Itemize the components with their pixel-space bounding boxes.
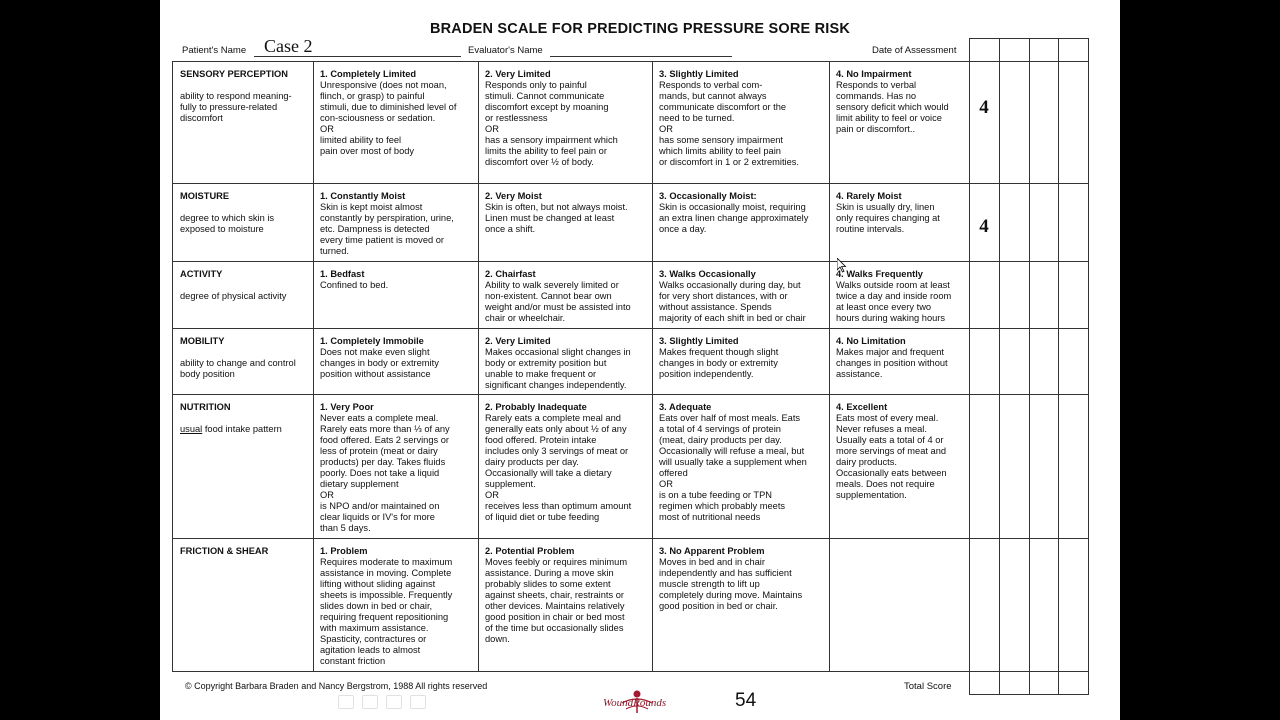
level-cell [485, 69, 649, 168]
level-cell [320, 269, 475, 291]
category-description: ability to change and control body position [180, 358, 296, 379]
pointer-cursor-icon [837, 258, 847, 278]
table-row-divider [172, 183, 1089, 184]
patient-name-label: Patient's Name [182, 45, 247, 56]
level-cell [659, 69, 826, 168]
table-row-divider [172, 538, 1089, 539]
table-row-divider [172, 394, 1089, 395]
level-title: 3. Adequate [659, 402, 712, 412]
level-cell [836, 191, 966, 235]
category-cell [180, 69, 312, 124]
level-cell [485, 546, 649, 645]
level-description: Does not make even slight changes in body or extremity position without assistance [320, 347, 439, 379]
level-title: 1. Constantly Moist [320, 191, 406, 201]
level-title: 2. Very Moist [485, 191, 542, 201]
level-title: 3. Slightly Limited [659, 336, 739, 346]
category-name: FRICTION & SHEAR [180, 546, 269, 556]
score-column-divider [969, 38, 970, 695]
level-cell [485, 336, 649, 391]
score-column-divider [1058, 38, 1059, 695]
level-title: 1. Problem [320, 546, 368, 556]
level-cell [320, 336, 475, 380]
copyright-text: © Copyright Barbara Braden and Nancy Bergstrom, 1988 All rights reserved [185, 681, 488, 691]
level-description: Skin is kept moist almost constantly by perspiration, urine, etc. Dampness is detected every time patient is moved or turned. [320, 202, 454, 256]
category-description: ability to respond meaning- fully to pressure-related discomfort [180, 91, 292, 123]
level-description: Skin is occasionally moist, requiring an extra linen change approximately once a day. [659, 202, 809, 234]
level-description: Never eats a complete meal. Rarely eats more than ⅓ of any food offered. Eats 2 servings or less of protein (meat or dairy products) per day. Takes fluids poorly. Does not take a liquid dietary supplement OR is NPO and/or maintained on clear liquids or IV's for more than 5 days. [320, 413, 450, 533]
score-column-divider [1029, 38, 1030, 695]
level-title: 4. No Limitation [836, 336, 906, 346]
category-description: usual food intake pattern [180, 424, 282, 434]
level-title: 2. Chairfast [485, 269, 536, 279]
slide-controls[interactable] [338, 695, 434, 711]
category-cell [180, 402, 312, 435]
level-title: 4. No Impairment [836, 69, 912, 79]
category-name: SENSORY PERCEPTION [180, 69, 288, 79]
table-left-border [172, 61, 173, 672]
level-description: Eats over half of most meals. Eats a total of 4 servings of protein (meat, dairy products per day. Occasionally will refuse a meal, but will usually take a supplement when offered OR is on a tube feeding or TPN regimen which probably meets most of nutritional needs [659, 413, 807, 522]
score-value: 4 [979, 216, 989, 237]
category-cell [180, 191, 312, 235]
category-description: degree to which skin is exposed to moisture [180, 213, 275, 234]
level-cell [836, 69, 966, 135]
level-cell [320, 191, 475, 257]
level-cell [320, 69, 475, 157]
level-cell [485, 402, 649, 523]
level-cell [659, 336, 826, 380]
evaluator-name-underline [550, 46, 732, 57]
level-description: Eats most of every meal. Never refuses a meal. Usually eats a total of 4 or more servings of meat and dairy products. Occasionally eats between meals. Does not require supplementation. [836, 413, 947, 500]
table-row-divider [172, 671, 1089, 672]
level-title: 1. Completely Limited [320, 69, 417, 79]
level-description: Walks outside room at least twice a day and inside room at least once every two hours during waking hours [836, 280, 952, 323]
level-title: 4. Rarely Moist [836, 191, 902, 201]
category-cell [180, 269, 312, 302]
level-description: Ability to walk severely limited or non-existent. Cannot bear own weight and/or must be assisted into chair or wheelchair. [485, 280, 631, 323]
table-row-divider [172, 328, 1089, 329]
page-title: BRADEN SCALE FOR PREDICTING PRESSURE SORE RISK [429, 21, 851, 37]
category-description: degree of physical activity [180, 291, 287, 301]
level-description: Responds to verbal commands. Has no sensory deficit which would limit ability to feel or voice pain or discomfort.. [836, 80, 949, 134]
category-name: MOBILITY [180, 336, 225, 346]
total-score-label: Total Score [904, 681, 952, 692]
category-cell [180, 336, 312, 380]
level-cell [659, 402, 826, 523]
level-title: 2. Very Limited [485, 336, 551, 346]
level-title: 3. Walks Occasionally [659, 269, 756, 279]
previous-slide-icon[interactable] [338, 695, 354, 709]
level-title: 4. Excellent [836, 402, 888, 412]
level-title: 3. Slightly Limited [659, 69, 739, 79]
level-cell [485, 269, 649, 324]
level-description: Walks occasionally during day, but for very short distances, with or without assistance. Spends majority of each shift in bed or chair [659, 280, 806, 323]
category-name: MOISTURE [180, 191, 230, 201]
level-description: Unresponsive (does not moan, flinch, or grasp) to painful stimuli, due to diminished level of con-sciousness or sedation. OR limited ability to feel pain over most of body [320, 80, 457, 156]
score-column-divider [1088, 38, 1089, 695]
category-name: NUTRITION [180, 402, 231, 412]
score-column-divider [999, 38, 1000, 695]
level-description: Makes frequent though slight changes in body or extremity position independently. [659, 347, 779, 379]
level-description: Makes occasional slight changes in body or extremity position but unable to make frequent or significant changes independently. [485, 347, 631, 390]
level-cell [659, 546, 826, 612]
patient-name-value: Case 2 [264, 36, 313, 56]
pen-icon[interactable] [362, 695, 378, 709]
braden-scale-document [160, 0, 1120, 720]
table-column-divider [652, 61, 653, 672]
level-title: 4. Walks Frequently [836, 269, 923, 279]
level-title: 2. Probably Inadequate [485, 402, 587, 412]
category-cell [180, 546, 312, 568]
level-description: Moves in bed and in chair independently and has sufficient muscle strength to lift up completely during move. Maintains good position in bed or chair. [659, 557, 803, 611]
level-cell [485, 191, 649, 235]
level-title: 3. No Apparent Problem [659, 546, 765, 556]
level-title: 2. Potential Problem [485, 546, 575, 556]
level-description: Skin is often, but not always moist. Linen must be changed at least once a shift. [485, 202, 628, 234]
menu-icon[interactable] [386, 695, 402, 709]
wound-rounds-logo-text: WoundRounds [603, 697, 667, 709]
level-cell [320, 402, 475, 534]
table-column-divider [478, 61, 479, 672]
level-cell [320, 546, 475, 667]
evaluator-name-label: Evaluator's Name [468, 45, 543, 56]
level-description: Makes major and frequent changes in position without assistance. [836, 347, 948, 379]
table-column-divider [313, 61, 314, 672]
date-of-assessment-label: Date of Assessment [872, 45, 957, 56]
level-description: Rarely eats a complete meal and generally eats only about ½ of any food offered. Protein intake includes only 3 servings of meat or dairy products per day. Occasionally will take a dietary supplement. OR receives less than optimum amount of liquid diet or tube feeding [485, 413, 632, 522]
level-title: 1. Completely Immobile [320, 336, 424, 346]
level-cell [659, 269, 826, 324]
page-number: 54 [735, 690, 757, 711]
table-column-divider [829, 61, 830, 672]
category-name: ACTIVITY [180, 269, 223, 279]
category-description-underlined: usual [180, 424, 203, 434]
score-value: 4 [979, 97, 989, 118]
level-description: Confined to bed. [320, 280, 389, 290]
level-title: 1. Very Poor [320, 402, 374, 412]
table-row-divider [172, 261, 1089, 262]
level-cell [836, 269, 966, 324]
level-cell [836, 336, 966, 380]
level-title: 2. Very Limited [485, 69, 551, 79]
level-description: Responds to verbal com- mands, but cannot always communicate discomfort or the need to be turned. OR has some sensory impairment which limits ability to feel pain or discomfort in 1 or 2 extremities. [659, 80, 800, 167]
level-title: 1. Bedfast [320, 269, 365, 279]
level-cell [659, 191, 826, 235]
level-cell [836, 402, 966, 501]
level-title: 3. Occasionally Moist: [659, 191, 757, 201]
level-description: Moves feebly or requires minimum assistance. During a move skin probably slides to some extent against sheets, chair, restraints or other devices. Maintains relatively good position in chair or bed most of the time but occasionally slides down. [485, 557, 628, 644]
level-description: Responds only to painful stimuli. Cannot communicate discomfort except by moaning or restlessness OR has a sensory impairment which limits the ability to feel pain or discomfort over ½ of body. [485, 80, 618, 167]
level-description: Skin is usually dry, linen only requires changing at routine intervals. [836, 202, 940, 234]
level-description: Requires moderate to maximum assistance in moving. Complete lifting without sliding against sheets is impossible. Frequently slides down in bed or chair, requiring frequent repositioning with maximum assistance. Spasticity, contractures or agitation leads to almost constant friction [320, 557, 453, 666]
next-slide-icon[interactable] [410, 695, 426, 709]
table-row-divider [172, 61, 1089, 62]
